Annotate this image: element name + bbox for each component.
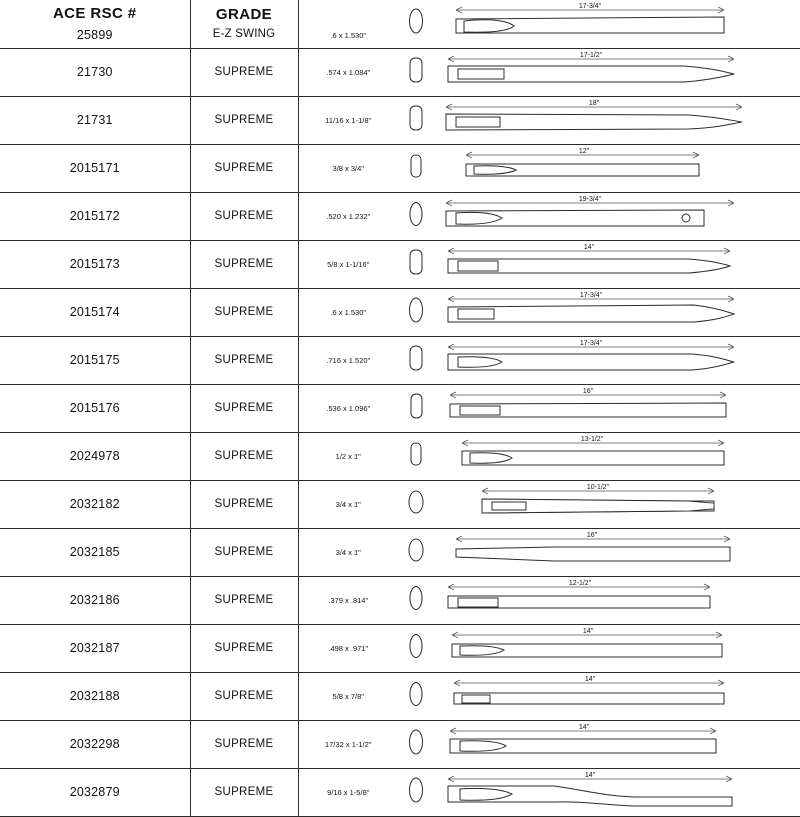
profile-shape-oval xyxy=(405,533,427,567)
dimension-label: 19-3/4" xyxy=(578,196,602,203)
row-drawing xyxy=(434,144,800,192)
table-row xyxy=(0,96,800,144)
row-profile xyxy=(398,480,434,528)
column-header-grade-label: GRADE xyxy=(215,5,273,23)
row-drawing xyxy=(434,192,800,240)
row-drawing xyxy=(434,384,800,432)
profile-shape-rounded-rect xyxy=(405,53,427,87)
header-row-profile xyxy=(398,0,434,48)
row-grade: SUPREME xyxy=(190,288,298,336)
chisel-drawing xyxy=(434,290,800,334)
row-profile xyxy=(398,192,434,240)
row-num: 2032182 xyxy=(0,480,190,528)
row-drawing xyxy=(434,96,800,144)
row-profile xyxy=(398,96,434,144)
dimension-label: 13-1/2" xyxy=(580,436,604,443)
chisel-drawing xyxy=(434,146,800,190)
dimension-label: 14" xyxy=(582,628,594,635)
row-num: 2032879 xyxy=(0,768,190,816)
profile-shape-oval xyxy=(405,773,427,807)
table-row xyxy=(0,576,800,624)
row-drawing xyxy=(434,672,800,720)
table-row xyxy=(0,336,800,384)
dimension-label: 14" xyxy=(584,772,596,779)
row-profile xyxy=(398,384,434,432)
table-row xyxy=(0,528,800,576)
row-num: 2015173 xyxy=(0,240,190,288)
profile-shape-rounded-rect xyxy=(405,149,427,183)
row-size: 11/16 x 1-1/8" xyxy=(298,96,398,144)
profile-shape-rounded-rect xyxy=(405,245,427,279)
row-grade: SUPREME xyxy=(190,48,298,96)
row-profile xyxy=(398,240,434,288)
row-num: 2024978 xyxy=(0,432,190,480)
row-drawing xyxy=(434,48,800,96)
profile-shape-rounded-rect xyxy=(405,389,427,423)
row-drawing xyxy=(434,720,800,768)
row-drawing xyxy=(434,432,800,480)
dimension-label: 18" xyxy=(588,100,600,107)
row-size: 3/4 x 1" xyxy=(298,480,398,528)
header-row-num: 25899 xyxy=(76,27,113,42)
row-num: 2032186 xyxy=(0,576,190,624)
chisel-drawing xyxy=(434,674,800,718)
row-profile xyxy=(398,768,434,816)
row-size: .574 x 1.084" xyxy=(298,48,398,96)
row-profile xyxy=(398,624,434,672)
chisel-drawing xyxy=(434,722,800,766)
table-row xyxy=(0,624,800,672)
profile-shape-oval xyxy=(405,629,427,663)
chisel-drawing xyxy=(434,482,800,526)
row-num: 2015171 xyxy=(0,144,190,192)
row-size: .520 x 1.232" xyxy=(298,192,398,240)
row-profile xyxy=(398,288,434,336)
chisel-drawing xyxy=(434,626,800,670)
dimension-label: 12-1/2" xyxy=(568,580,592,587)
chisel-drawing xyxy=(434,98,800,142)
row-profile xyxy=(398,576,434,624)
profile-shape-oval xyxy=(405,725,427,759)
row-size: .6 x 1.530" xyxy=(298,288,398,336)
dimension-label: 14" xyxy=(578,724,590,731)
header-row-grade: E-Z SWING xyxy=(212,28,276,41)
table-row xyxy=(0,144,800,192)
row-num: 2032185 xyxy=(0,528,190,576)
profile-shape-rounded-rect xyxy=(405,437,427,471)
row-drawing xyxy=(434,768,800,816)
row-num: 21730 xyxy=(0,48,190,96)
column-header-ace-rsc-label: ACE RSC # xyxy=(52,5,137,23)
row-num: 2015176 xyxy=(0,384,190,432)
table-row xyxy=(0,288,800,336)
profile-shape-oval xyxy=(405,4,427,38)
table-row xyxy=(0,720,800,768)
dimension-label: 16" xyxy=(582,388,594,395)
row-num: 2032188 xyxy=(0,672,190,720)
table-row xyxy=(0,384,800,432)
header-row-drawing xyxy=(434,0,800,48)
row-grade: SUPREME xyxy=(190,768,298,816)
row-size: 5/8 x 7/8" xyxy=(298,672,398,720)
profile-shape-rounded-rect xyxy=(405,341,427,375)
row-grade: SUPREME xyxy=(190,384,298,432)
row-grade: SUPREME xyxy=(190,480,298,528)
dimension-label: 17-1/2" xyxy=(579,52,603,59)
profile-shape-oval xyxy=(405,293,427,327)
row-num: 2015175 xyxy=(0,336,190,384)
dimension-label: 12" xyxy=(578,148,590,155)
row-num: 2015172 xyxy=(0,192,190,240)
chisel-drawing xyxy=(434,338,800,382)
chisel-drawing xyxy=(434,50,800,94)
row-size: .498 x .971" xyxy=(298,624,398,672)
dimension-label: 14" xyxy=(583,244,595,251)
table-row xyxy=(0,48,800,96)
row-profile xyxy=(398,48,434,96)
chisel-drawing xyxy=(434,386,800,430)
chisel-drawing xyxy=(434,770,800,814)
row-size: 9/16 x 1-5/8" xyxy=(298,768,398,816)
table-row xyxy=(0,192,800,240)
row-grade: SUPREME xyxy=(190,672,298,720)
row-drawing xyxy=(434,480,800,528)
row-drawing xyxy=(434,528,800,576)
row-grade: SUPREME xyxy=(190,624,298,672)
table-row xyxy=(0,432,800,480)
row-size: .379 x .814" xyxy=(298,576,398,624)
header-row-size-label: .6 x 1.530" xyxy=(330,31,367,41)
row-size: 3/4 x 1" xyxy=(298,528,398,576)
row-size: 17/32 x 1-1/2" xyxy=(298,720,398,768)
row-grade: SUPREME xyxy=(190,96,298,144)
chisel-drawing xyxy=(434,2,800,46)
chisel-drawing xyxy=(434,194,800,238)
table-row xyxy=(0,240,800,288)
row-drawing xyxy=(434,624,800,672)
row-grade: SUPREME xyxy=(190,144,298,192)
row-grade: SUPREME xyxy=(190,240,298,288)
row-profile xyxy=(398,336,434,384)
row-num: 21731 xyxy=(0,96,190,144)
dimension-label: 17-3/4" xyxy=(579,292,603,299)
chisel-drawing xyxy=(434,242,800,286)
chisel-drawing xyxy=(434,530,800,574)
profile-shape-oval xyxy=(405,581,427,615)
row-grade: SUPREME xyxy=(190,336,298,384)
table-header-row xyxy=(0,0,800,48)
column-header-grade xyxy=(190,0,298,48)
chisel-drawing xyxy=(434,434,800,478)
row-size: 3/8 x 3/4" xyxy=(298,144,398,192)
dimension-label: 10-1/2" xyxy=(586,484,610,491)
row-profile xyxy=(398,720,434,768)
row-num: 2015174 xyxy=(0,288,190,336)
row-profile xyxy=(398,144,434,192)
profile-shape-oval xyxy=(405,677,427,711)
table-row xyxy=(0,480,800,528)
dimension-label: 17-3/4" xyxy=(578,2,602,10)
row-drawing xyxy=(434,336,800,384)
row-size: 1/2 x 1" xyxy=(298,432,398,480)
row-num: 2032298 xyxy=(0,720,190,768)
table-row xyxy=(0,672,800,720)
row-grade: SUPREME xyxy=(190,432,298,480)
table-row xyxy=(0,768,800,816)
dimension-label: 16" xyxy=(586,532,598,539)
row-grade: SUPREME xyxy=(190,576,298,624)
profile-shape-oval xyxy=(405,485,427,519)
header-row-size xyxy=(298,0,398,48)
row-grade: SUPREME xyxy=(190,528,298,576)
row-grade: SUPREME xyxy=(190,192,298,240)
row-profile xyxy=(398,528,434,576)
row-profile xyxy=(398,432,434,480)
profile-shape-oval xyxy=(405,197,427,231)
row-drawing xyxy=(434,576,800,624)
row-drawing xyxy=(434,240,800,288)
dimension-label: 14" xyxy=(584,676,596,683)
row-num: 2032187 xyxy=(0,624,190,672)
row-grade: SUPREME xyxy=(190,720,298,768)
chisel-drawing xyxy=(434,578,800,622)
dimension-label: 17-3/4" xyxy=(579,340,603,347)
row-size: .536 x 1.096" xyxy=(298,384,398,432)
profile-shape-rounded-rect xyxy=(405,101,427,135)
row-drawing xyxy=(434,288,800,336)
column-header-ace-rsc xyxy=(0,0,190,48)
row-size: 5/8 x 1-1/16" xyxy=(298,240,398,288)
row-size: .716 x 1.520" xyxy=(298,336,398,384)
row-profile xyxy=(398,672,434,720)
